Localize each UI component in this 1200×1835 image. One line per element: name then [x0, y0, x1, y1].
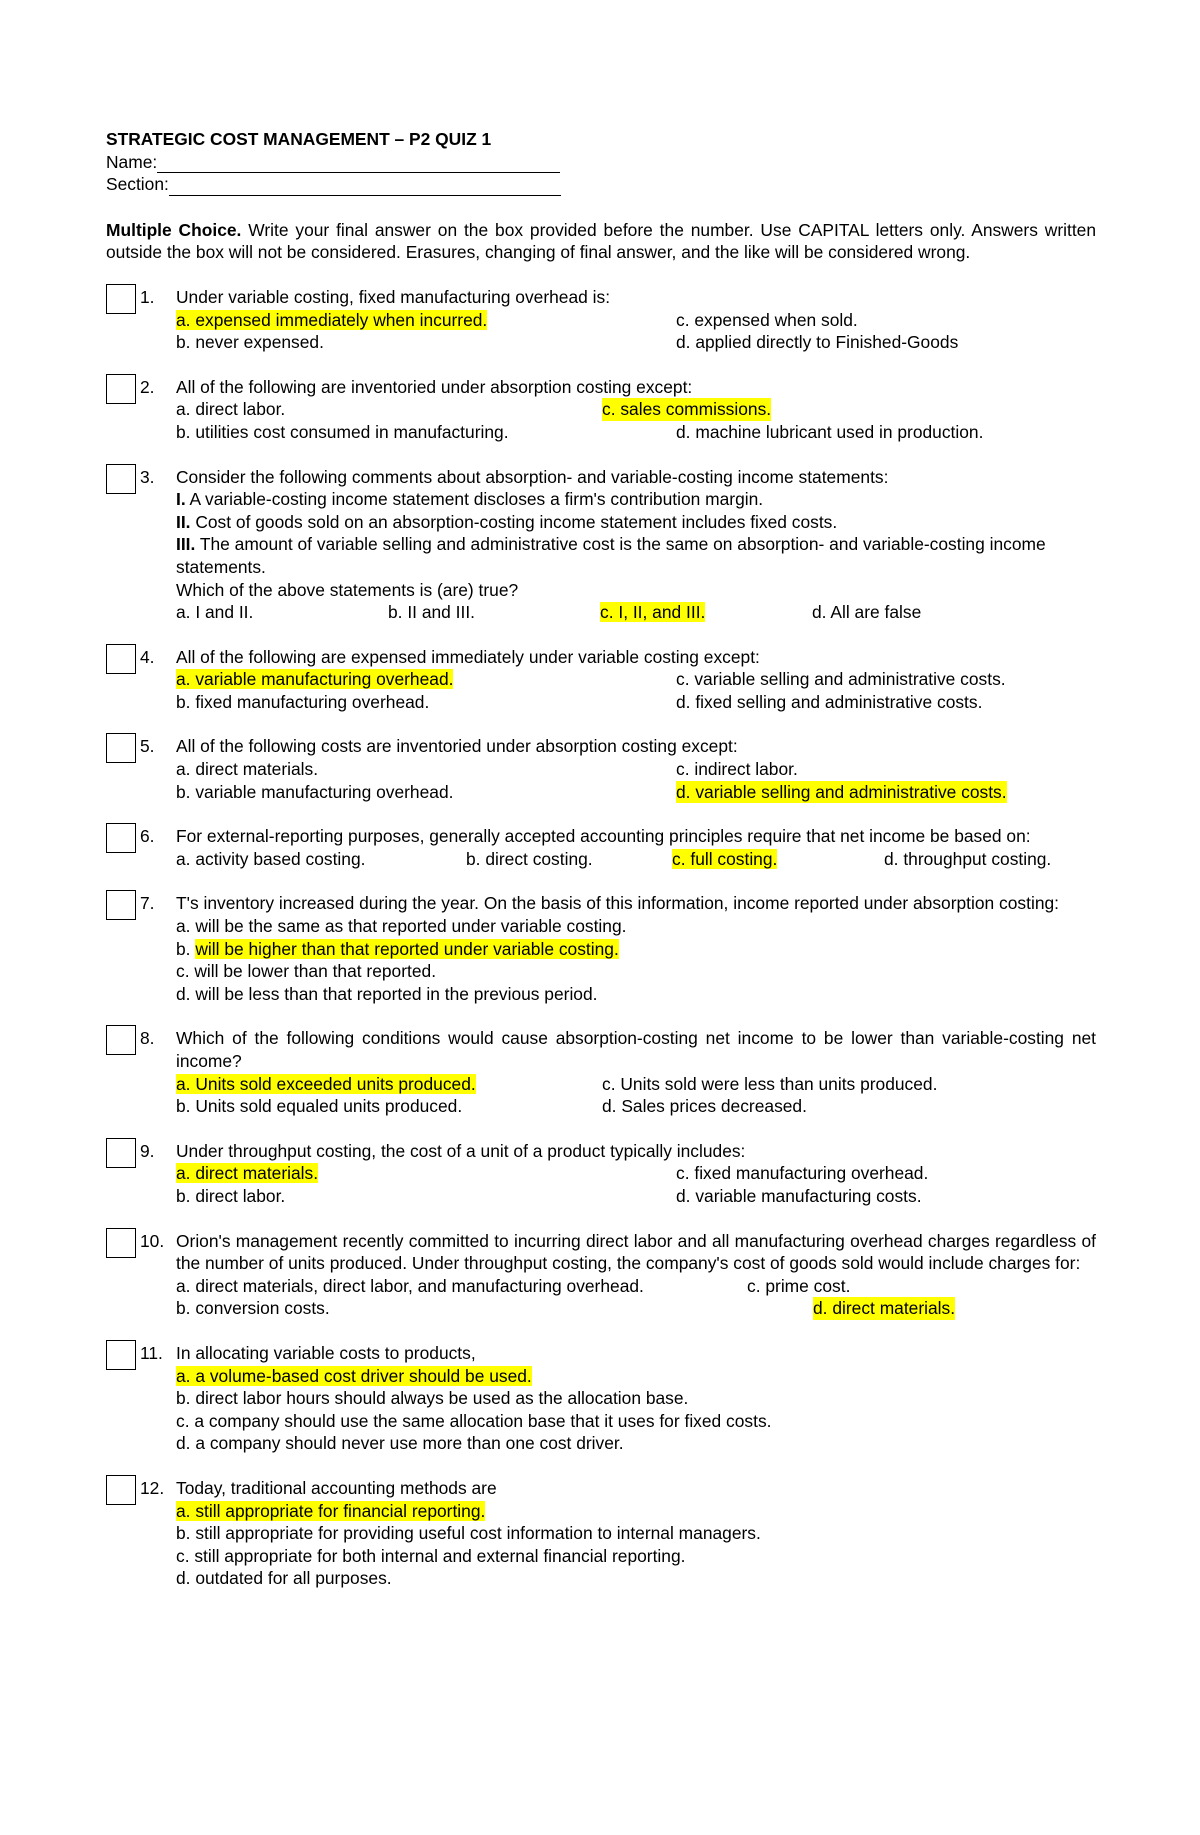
question-4 [106, 646, 1096, 714]
choice-d: d. outdated for all purposes. [176, 1568, 392, 1589]
choice-c: c. variable selling and administrative costs. [676, 669, 1006, 690]
answer-box-7[interactable] [106, 890, 136, 920]
name-field [106, 151, 1096, 174]
choice-a: a. direct materials, direct labor, and manufacturing overhead. [176, 1275, 644, 1296]
answer-box-8[interactable] [106, 1025, 136, 1055]
question-prompt: Which of the above statements is (are) true? [176, 579, 519, 600]
choice-b: b. direct labor hours should always be used as the allocation base. [176, 1388, 689, 1409]
choice-a: a. direct materials. [176, 759, 319, 780]
question-12 [106, 1477, 1096, 1590]
question-stem: Which of the following conditions would cause absorption-costing net income to be lower than variable-costing net income? [176, 1028, 1096, 1071]
answer-box-9[interactable] [106, 1138, 136, 1168]
choice-b: b. II and III. [388, 602, 476, 623]
section-label: Section: [106, 174, 169, 195]
choice-d: d. direct materials. [813, 1298, 956, 1319]
question-number: 3. [140, 466, 155, 487]
answer-box-3[interactable] [106, 464, 136, 494]
choice-a: a. expensed immediately when incurred. [176, 309, 488, 330]
choice-d: d. machine lubricant used in production. [676, 421, 984, 442]
choice-b: b. Units sold equaled units produced. [176, 1096, 463, 1117]
question-stem: T's inventory increased during the year. On the basis of this information, income reported under absorption costing: [176, 893, 1059, 914]
choice-c: c. full costing. [672, 848, 778, 869]
question-number: 12. [140, 1477, 165, 1498]
question-9 [106, 1140, 1096, 1208]
name-label: Name: [106, 151, 158, 172]
choice-b: b. fixed manufacturing overhead. [176, 691, 430, 712]
choice-d: d. fixed selling and administrative costs. [676, 691, 983, 712]
question-7 [106, 892, 1096, 1005]
question-10 [106, 1230, 1096, 1320]
choice-b: b. conversion costs. [176, 1298, 330, 1319]
choice-d: d. a company should never use more than one cost driver. [176, 1433, 624, 1454]
question-stem: Orion's management recently committed to incurring direct labor and all manufacturing overhead charges regardless of the number of units produced. Under throughput costing, the company's cost of goods sold would include charges for: [176, 1230, 1096, 1274]
question-number: 6. [140, 826, 155, 847]
choice-a: a. variable manufacturing overhead. [176, 669, 454, 690]
choice-a: a. activity based costing. [176, 848, 366, 869]
choice-a: a. Units sold exceeded units produced. [176, 1073, 476, 1094]
choice-c: c. still appropriate for both internal and external financial reporting. [176, 1545, 686, 1566]
choice-c: c. I, II, and III. [600, 602, 706, 623]
question-stem: Under throughput costing, the cost of a unit of a product typically includes: [176, 1140, 746, 1161]
answer-box-12[interactable] [106, 1475, 136, 1505]
question-stem: Consider the following comments about absorption- and variable-costing income statements: [176, 466, 889, 487]
question-number: 10. [140, 1230, 165, 1251]
choice-c: c. prime cost. [747, 1275, 851, 1296]
question-2 [106, 376, 1096, 444]
question-8 [106, 1027, 1096, 1117]
choice-c: c. Units sold were less than units produced. [602, 1073, 938, 1094]
answer-box-2[interactable] [106, 374, 136, 404]
answer-box-1[interactable] [106, 284, 136, 314]
question-1 [106, 286, 1096, 354]
choice-c: c. expensed when sold. [676, 309, 858, 330]
answer-box-4[interactable] [106, 644, 136, 674]
statement-3: III. The amount of variable selling and administrative cost is the same on absorption- and variable-costing income statements. [176, 534, 1046, 577]
choice-d: d. applied directly to Finished-Goods [676, 332, 959, 353]
choice-a: a. will be the same as that reported under variable costing. [176, 916, 627, 937]
quiz-page [106, 128, 1096, 1590]
question-number: 9. [140, 1140, 155, 1161]
section-line[interactable] [169, 175, 561, 196]
answer-box-6[interactable] [106, 823, 136, 853]
choice-b: b. still appropriate for providing useful cost information to internal managers. [176, 1523, 761, 1544]
choice-a: a. I and II. [176, 602, 254, 623]
choice-a: a. still appropriate for financial reporting. [176, 1500, 486, 1521]
choice-d: d. will be less than that reported in the previous period. [176, 983, 598, 1004]
question-number: 4. [140, 646, 155, 667]
choice-a: a. direct labor. [176, 399, 286, 420]
question-number: 11. [140, 1342, 163, 1363]
choice-c: c. will be lower than that reported. [176, 961, 437, 982]
question-number: 5. [140, 736, 155, 757]
question-stem: For external-reporting purposes, generally accepted accounting principles require that net income be based on: [176, 826, 1031, 847]
choice-b: b. variable manufacturing overhead. [176, 781, 454, 802]
choice-c: c. sales commissions. [602, 399, 772, 420]
choice-a: a. a volume-based cost driver should be used. [176, 1365, 532, 1386]
choice-a: a. direct materials. [176, 1163, 319, 1184]
question-6 [106, 825, 1096, 870]
answer-box-10[interactable] [106, 1228, 136, 1258]
choice-b: b. direct labor. [176, 1185, 286, 1206]
choice-c: c. a company should use the same allocation base that it uses for fixed costs. [176, 1410, 772, 1431]
instructions-heading: Multiple Choice. [106, 219, 242, 240]
question-number: 7. [140, 893, 155, 914]
question-stem: All of the following are inventoried under absorption costing except: [176, 376, 693, 397]
answer-box-5[interactable] [106, 733, 136, 763]
choice-d: d. variable manufacturing costs. [676, 1185, 922, 1206]
choice-c: c. indirect labor. [676, 759, 798, 780]
choice-b: b. utilities cost consumed in manufacturing. [176, 421, 509, 442]
question-number: 8. [140, 1028, 155, 1049]
choice-d: d. variable selling and administrative costs. [676, 781, 1007, 802]
question-number: 2. [140, 376, 155, 397]
choice-b: b. direct costing. [466, 848, 593, 869]
name-line[interactable] [157, 152, 560, 173]
question-stem: In allocating variable costs to products, [176, 1342, 476, 1363]
question-stem: All of the following are expensed immediately under variable costing except: [176, 646, 760, 667]
question-number: 1. [140, 286, 155, 307]
question-stem: Today, traditional accounting methods are [176, 1477, 497, 1498]
statement-1: I. A variable-costing income statement discloses a firm's contribution margin. [176, 489, 764, 510]
statement-2: II. Cost of goods sold on an absorption-costing income statement includes fixed costs. [176, 511, 838, 532]
question-5 [106, 735, 1096, 803]
section-field [106, 173, 1096, 196]
choice-d: d. throughput costing. [884, 848, 1052, 869]
choice-d: d. Sales prices decreased. [602, 1096, 807, 1117]
choice-b: b. will be higher than that reported under variable costing. [176, 938, 619, 959]
choice-d: d. All are false [812, 602, 922, 623]
page-title: STRATEGIC COST MANAGEMENT – P2 QUIZ 1 [106, 129, 492, 149]
answer-box-11[interactable] [106, 1340, 136, 1370]
instructions-text: Write your final answer on the box provided before the number. Use CAPITAL letters only. Answers written outside the box will not be considered. Erasures, changing of final answer, and the like will be considered wrong. [106, 219, 1096, 263]
choice-c: c. fixed manufacturing overhead. [676, 1163, 929, 1184]
choice-b: b. never expensed. [176, 332, 324, 353]
question-11 [106, 1342, 1096, 1455]
question-3 [106, 466, 1096, 624]
instructions [106, 219, 1096, 264]
question-stem: Under variable costing, fixed manufacturing overhead is: [176, 286, 611, 307]
question-stem: All of the following costs are inventoried under absorption costing except: [176, 736, 738, 757]
